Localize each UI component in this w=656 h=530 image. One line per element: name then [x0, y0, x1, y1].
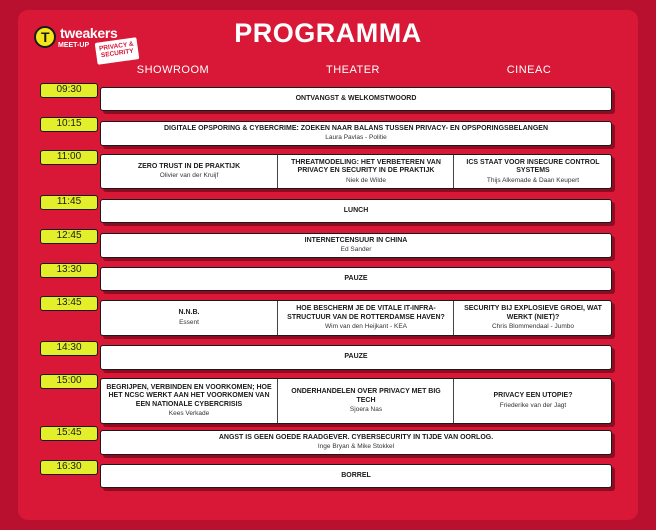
session-card — [100, 378, 612, 424]
session-card — [100, 87, 612, 111]
session-title: ZERO TRUST IN DE PRAKTIJK — [137, 162, 241, 170]
session-speaker: Friederike van der Jagt — [499, 401, 567, 409]
session-speaker: Wim van den Heijkant - KEA — [324, 323, 407, 330]
session-title: ONDERHANDELEN OVER PRIVACY MET BIG TECH — [291, 388, 441, 404]
privacy-security-badge: PRIVACY & SECURITY — [95, 37, 140, 65]
time-label: 16:30 — [40, 460, 98, 475]
tweakers-logo-icon: T — [34, 26, 56, 48]
column-header-showroom: SHOWROOM — [136, 64, 210, 76]
session-title: BORREL — [341, 471, 371, 479]
session-title: PAUZE — [344, 353, 368, 361]
session-speaker: Laura Pavlas - Politie — [325, 134, 387, 142]
page-title: PROGRAMMA — [234, 18, 422, 48]
session-title: THREATMODELING: HET VERBETEREN VAN PRIVACY EN SECURITY IN DE PRAKTIJK — [291, 158, 441, 174]
session-title: ONTVANGST & WELKOMSTWOORD — [295, 94, 417, 102]
session-speaker: Olivier van der Kruijf — [159, 172, 219, 180]
session-title: PAUZE — [344, 274, 368, 282]
logo-brand: tweakers — [60, 25, 118, 41]
session-card — [100, 233, 612, 258]
column-header-cineac: CINEAC — [506, 64, 552, 76]
session-title: DIGITALE OPSPORING & CYBERCRIME: ZOEKEN NAAR BALANS TUSSEN PRIVACY- EN OPSPORINGSBELANGEN — [164, 124, 548, 132]
session-card — [100, 300, 612, 336]
session-speaker: Ed Sander — [340, 246, 372, 254]
session-title: ICS STAAT VOOR INSECURE CONTROL SYSTEMS — [466, 158, 600, 174]
session-speaker: Kees Verkade — [168, 410, 210, 418]
session-card — [100, 121, 612, 146]
time-label: 15:45 — [40, 426, 98, 441]
time-label: 13:45 — [40, 296, 98, 311]
time-label: 11:45 — [40, 195, 98, 210]
session-speaker: Essent — [179, 318, 199, 326]
time-label: 11:00 — [40, 150, 98, 165]
session-title: N.N.B. — [178, 309, 200, 317]
logo-meetup: MEET-UP — [58, 42, 90, 49]
session-speaker: Sjoera Nas — [349, 406, 383, 413]
session-title: PRIVACY EEN UTOPIE? — [493, 392, 573, 400]
time-label: 15:00 — [40, 374, 98, 389]
session-speaker: Thijs Alkemade & Daan Keupert — [486, 176, 580, 184]
session-title: BEGRIJPEN, VERBINDEN EN VOORKOMEN; HOE HET NCSC WERKT AAN HET VOORKOMEN VAN EEN NATIONALE CYBERCRISIS — [106, 383, 272, 408]
session-title: HOE BESCHERM JE DE VITALE IT-INFRA-STRUCTUUR VAN DE ROTTERDAMSE HAVEN? — [287, 305, 445, 321]
session-speaker: Chris Blommendaal - Jumbo — [491, 323, 574, 330]
time-label: 09:30 — [40, 83, 98, 98]
session-card — [100, 199, 612, 223]
time-label: 13:30 — [40, 263, 98, 278]
time-label: 10:15 — [40, 117, 98, 132]
column-header-theater: THEATER — [325, 64, 381, 76]
time-label: 14:30 — [40, 341, 98, 356]
session-title: INTERNETCENSUUR IN CHINA — [304, 236, 408, 244]
session-speaker: Niek de Wilde — [345, 176, 387, 184]
session-title: SECURITY BIJ EXPLOSIEVE GROEI, WAT WERKT (NIET)? — [464, 305, 602, 321]
session-speaker: Inge Bryan & Mike Stokkel — [317, 443, 395, 451]
session-card — [100, 345, 612, 370]
session-card — [100, 267, 612, 291]
session-title: ANGST IS GEEN GOEDE RAADGEVER. CYBERSECURITY IN TIJDE VAN OORLOG. — [218, 433, 494, 441]
session-card — [100, 430, 612, 455]
session-title: LUNCH — [343, 206, 369, 214]
time-label: 12:45 — [40, 229, 98, 244]
session-card — [100, 154, 612, 189]
session-card — [100, 464, 612, 488]
